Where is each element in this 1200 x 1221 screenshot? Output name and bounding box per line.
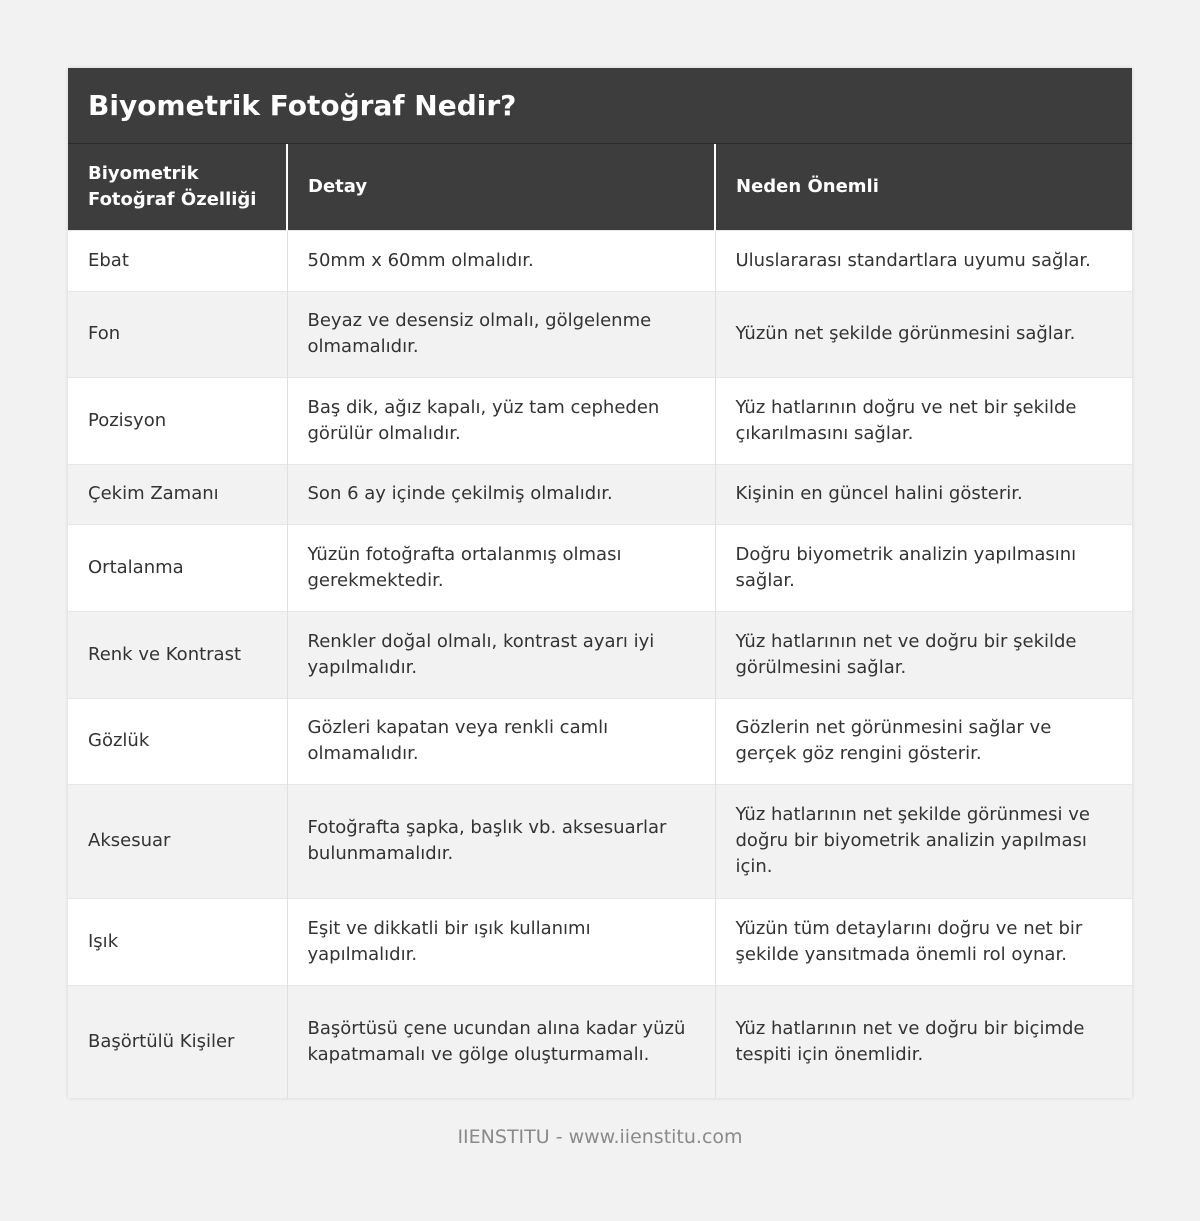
cell-importance: Yüzün net şekilde görünmesini sağlar.: [715, 291, 1132, 377]
table-row: [68, 377, 1132, 464]
cell-importance: Yüz hatlarının net ve doğru bir şekilde görülmesini sağlar.: [715, 611, 1132, 698]
cell-feature: Aksesuar: [68, 784, 287, 898]
data-table: [68, 144, 1132, 1098]
cell-detail: Son 6 ay içinde çekilmiş olmalıdır.: [287, 464, 715, 524]
header-cell-feature: Biyometrik Fotoğraf Özelliği: [68, 144, 287, 230]
cell-feature: Renk ve Kontrast: [68, 611, 287, 698]
cell-feature: Pozisyon: [68, 377, 287, 464]
cell-importance: Doğru biyometrik analizin yapılmasını sağlar.: [715, 524, 1132, 611]
table-row: [68, 985, 1132, 1098]
cell-detail: Eşit ve dikkatli bir ışık kullanımı yapılmalıdır.: [287, 898, 715, 985]
cell-importance: Uluslararası standartlara uyumu sağlar.: [715, 230, 1132, 291]
cell-feature: Fon: [68, 291, 287, 377]
cell-feature: Ebat: [68, 230, 287, 291]
cell-importance: Yüz hatlarının net şekilde görünmesi ve doğru bir biyometrik analizin yapılması için.: [715, 784, 1132, 898]
table-row: [68, 611, 1132, 698]
cell-feature: Gözlük: [68, 698, 287, 784]
cell-detail: Baş dik, ağız kapalı, yüz tam cepheden görülür olmalıdır.: [287, 377, 715, 464]
table-row: [68, 464, 1132, 524]
cell-detail: Yüzün fotoğrafta ortalanmış olması gerekmektedir.: [287, 524, 715, 611]
table-row: [68, 230, 1132, 291]
cell-importance: Yüzün tüm detaylarını doğru ve net bir şekilde yansıtmada önemli rol oynar.: [715, 898, 1132, 985]
cell-importance: Yüz hatlarının doğru ve net bir şekilde çıkarılmasını sağlar.: [715, 377, 1132, 464]
table-row: [68, 524, 1132, 611]
table-row: [68, 898, 1132, 985]
table-row: [68, 784, 1132, 898]
header-cell-importance: Neden Önemli: [715, 144, 1132, 230]
cell-detail: Gözleri kapatan veya renkli camlı olmamalıdır.: [287, 698, 715, 784]
cell-detail: Beyaz ve desensiz olmalı, gölgelenme olmamalıdır.: [287, 291, 715, 377]
cell-importance: Gözlerin net görünmesini sağlar ve gerçek göz rengini gösterir.: [715, 698, 1132, 784]
footer-credit: IIENSTITU - www.iienstitu.com: [457, 1126, 743, 1148]
cell-detail: Renkler doğal olmalı, kontrast ayarı iyi yapılmalıdır.: [287, 611, 715, 698]
table-row: [68, 698, 1132, 784]
cell-importance: Kişinin en güncel halini gösterir.: [715, 464, 1132, 524]
table-card: [68, 68, 1132, 1098]
cell-feature: Çekim Zamanı: [68, 464, 287, 524]
table-row: [68, 291, 1132, 377]
header-cell-detail: Detay: [287, 144, 715, 230]
cell-importance: Yüz hatlarının net ve doğru bir biçimde tespiti için önemlidir.: [715, 985, 1132, 1098]
cell-detail: Fotoğrafta şapka, başlık vb. aksesuarlar bulunmamalıdır.: [287, 784, 715, 898]
cell-detail: Başörtüsü çene ucundan alına kadar yüzü kapatmamalı ve gölge oluşturmamalı.: [287, 985, 715, 1098]
cell-feature: Işık: [68, 898, 287, 985]
table-title: Biyometrik Fotoğraf Nedir?: [68, 68, 1132, 144]
cell-feature: Başörtülü Kişiler: [68, 985, 287, 1098]
cell-detail: 50mm x 60mm olmalıdır.: [287, 230, 715, 291]
cell-feature: Ortalanma: [68, 524, 287, 611]
table-header-row: [68, 144, 1132, 230]
